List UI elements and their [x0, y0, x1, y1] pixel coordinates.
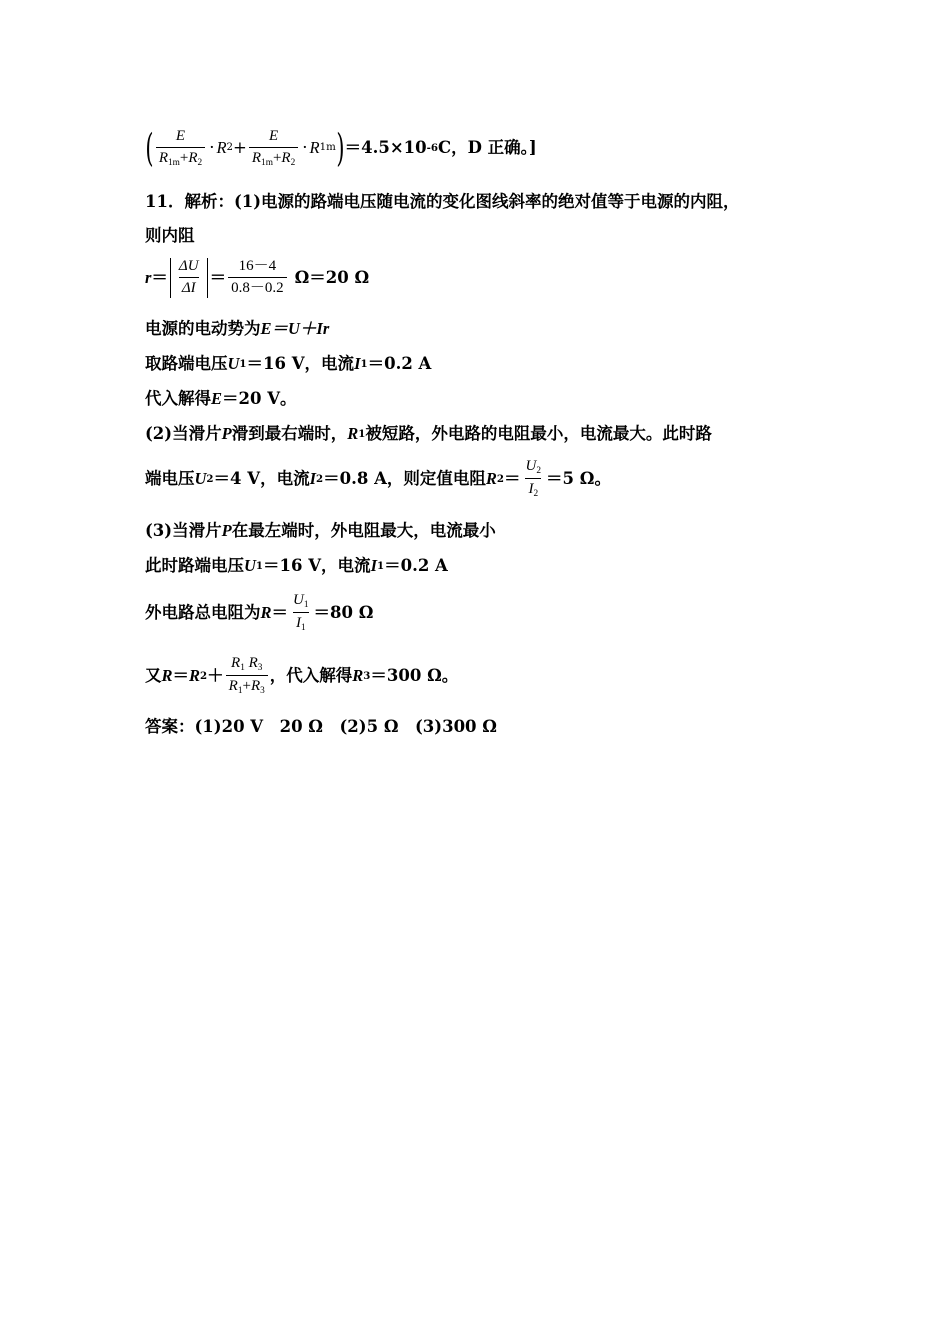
fraction-e-over-r-2: $\frac{E}{R_{1m}+R_2}$	[249, 128, 298, 169]
text-solve-e: 代入解得 E ＝20 V。	[145, 389, 297, 408]
fraction-e-over-r: $\frac{E}{R_{1m}+R_2}$	[156, 128, 205, 169]
fraction-u2-i2: $\frac{U_2}{I_2}$	[525, 458, 542, 500]
text-part2: (2)当滑片 P 滑到最右端时， R 1 被短路，外电路的电阻最小，电流最大。此时路	[145, 424, 712, 443]
absolute-value: $\frac{\Delta U}{\Delta I}$	[170, 258, 208, 298]
answer-line: 答案：(1)20 V 20 Ω (2)5 Ω (3)300 Ω	[145, 717, 497, 736]
text-part2-cont: 端电压 U 2 ＝4 V，电流 I 2 ＝0.8 A，则定值电阻 R 2 ＝ $\frac{U_2}{I_2}$ ＝5 Ω。	[145, 458, 611, 500]
text-part3-cont: 此时路端电压 U 1 ＝16 V，电流 I 1 ＝0.2 A	[145, 556, 448, 575]
fraction-parallel: $\frac{R_1 R_3}{R_1+R_3}$	[226, 655, 268, 697]
text-take-voltage: 取路端电压 U 1 ＝16 V，电流 I 1 ＝0.2 A	[145, 354, 432, 373]
text-total-resistance: 外电路总电阻为 R ＝ $\frac{U_1}{I_1}$ ＝80 Ω	[145, 592, 374, 634]
fraction-values: $\frac{16-4}{0.8-0.2}$	[228, 258, 287, 298]
formula-line-charge: ( $\frac{E}{R_{1m}+R_2}$ · R 2 + $\frac{E}{R_{1m}+R_2}$ · R 1m ) ＝4.5×10 -6 C，D 正确。]	[145, 126, 537, 171]
text-neizu: 则内阻	[145, 226, 195, 245]
text-part3: (3)当滑片 P 在最左端时，外电阻最大，电流最小	[145, 521, 496, 540]
text-again-r: 又 R ＝ R 2 ＋ $\frac{R_1 R_3}{R_1+R_3}$ ，代入解得 R 3 ＝300 Ω。	[145, 655, 459, 697]
analysis-heading: 11．解析：(1)电源的路端电压随电流的变化图线斜率的绝对值等于电源的内阻，	[145, 192, 740, 211]
fraction-u1-i1: $\frac{U_1}{I_1}$	[293, 592, 309, 634]
left-paren: (	[145, 126, 154, 171]
text-emf: 电源的电动势为 E＝U＋Ir	[145, 319, 330, 338]
right-paren: )	[336, 126, 345, 171]
formula-internal-resistance: r ＝ $\frac{\Delta U}{\Delta I}$ ＝ $\frac{16-4}{0.8-0.2}$ Ω＝20 Ω	[145, 258, 370, 297]
